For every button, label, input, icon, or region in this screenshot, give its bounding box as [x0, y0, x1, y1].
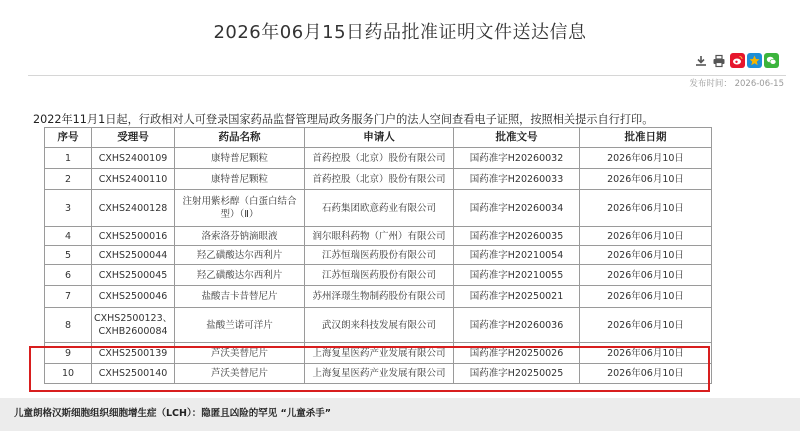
- cell-accept-no-line: CXHS2500123、: [94, 313, 173, 324]
- header-approval-date: 批准日期: [580, 128, 712, 148]
- share-toolbar: [694, 52, 781, 68]
- weibo-icon[interactable]: [730, 53, 745, 68]
- cell-accept-no: [92, 169, 175, 190]
- cell-accept-no-line: CXHS2500045: [98, 269, 168, 281]
- publish-date: 发布时间： 2026-06-15: [689, 79, 784, 89]
- cell-approval-date: 2026年06月10日: [580, 265, 712, 286]
- cell-accept-no: [92, 148, 175, 169]
- cell-approval-date: 2026年06月10日: [580, 308, 712, 343]
- caption-text: 儿童朗格汉斯细胞组织细胞增生症（LCH）：隐匿且凶险的罕见 “儿童杀手”: [14, 408, 332, 419]
- wechat-icon[interactable]: [764, 53, 779, 68]
- cell-approval-no: 国药准字H20210054: [454, 246, 580, 265]
- cell-drug-name-line: 康特普尼颗粒: [210, 173, 268, 185]
- cell-applicant: 石药集团欧意药业有限公司: [305, 190, 454, 227]
- cell-accept-no: [92, 190, 175, 227]
- cell-drug-name: [175, 169, 305, 190]
- header-no: 序号: [45, 128, 92, 148]
- cell-approval-date: 2026年06月10日: [580, 286, 712, 308]
- cell-drug-name: [175, 286, 305, 308]
- cell-no: 7: [45, 286, 92, 308]
- approval-table: [44, 127, 712, 384]
- cell-no: 2: [45, 169, 92, 190]
- cell-drug-name-line: 芦沃美替尼片: [210, 368, 268, 379]
- cell-applicant: 江苏恒瑞医药股份有限公司: [305, 265, 454, 286]
- cell-no: 1: [45, 148, 92, 169]
- cell-drug-name: [175, 190, 305, 227]
- cell-accept-no-line: CXHB2600084: [98, 326, 168, 337]
- cell-accept-no-line: CXHS2500139: [98, 347, 168, 359]
- notice-text: 2022年11月1日起，行政相对人可登录国家药品监督管理局政务服务门户的法人空间查看电子证照，按照相关提示自行打印。: [33, 113, 654, 126]
- table-row: [45, 265, 712, 286]
- cell-drug-name-line: 洛索洛芬钠滴眼液: [201, 230, 278, 242]
- cell-drug-name: [175, 246, 305, 265]
- cell-approval-no: 国药准字H20250021: [454, 286, 580, 308]
- cell-accept-no: [92, 286, 175, 308]
- page-title: 2026年06月15日药品批准证明文件送达信息: [213, 22, 587, 43]
- cell-no: 9: [45, 343, 92, 364]
- table-row: [45, 227, 712, 246]
- cell-drug-name-line: 型）（Ⅱ）: [220, 209, 259, 220]
- cell-approval-no: 国药准字H20210055: [454, 265, 580, 286]
- header-accept-no: 受理号: [92, 128, 175, 148]
- cell-applicant: 首药控股（北京）股份有限公司: [305, 148, 454, 169]
- cell-accept-no-line: CXHS2400110: [98, 173, 168, 185]
- table-row: [45, 190, 712, 227]
- cell-approval-date: 2026年06月10日: [580, 364, 712, 384]
- cell-approval-date: 2026年06月10日: [580, 246, 712, 265]
- table-row: [45, 308, 712, 343]
- cell-drug-name: [175, 265, 305, 286]
- cell-approval-no: 国药准字H20260036: [454, 308, 580, 343]
- cell-accept-no-line: CXHS2500044: [98, 249, 168, 261]
- cell-drug-name-line: 盐酸吉卡昔替尼片: [201, 291, 278, 302]
- cell-approval-no: 国药准字H20260034: [454, 190, 580, 227]
- table-row: [45, 364, 712, 384]
- header-drug-name: 药品名称: [175, 128, 305, 148]
- cell-drug-name-line: 盐酸兰诺可洋片: [206, 319, 273, 331]
- cell-approval-date: 2026年06月10日: [580, 227, 712, 246]
- cell-drug-name: [175, 308, 305, 343]
- cell-accept-no-line: CXHS2400128: [98, 202, 168, 214]
- header-approval-no: 批准文号: [454, 128, 580, 148]
- table-header-row: [45, 128, 712, 148]
- title-divider: [28, 75, 786, 76]
- cell-no: 8: [45, 308, 92, 343]
- cell-accept-no: [92, 246, 175, 265]
- cell-drug-name-line: 康特普尼颗粒: [210, 152, 268, 164]
- cell-accept-no: [92, 308, 175, 343]
- cell-approval-no: 国药准字H20260033: [454, 169, 580, 190]
- cell-drug-name: [175, 227, 305, 246]
- cell-drug-name: [175, 343, 305, 364]
- cell-approval-date: 2026年06月10日: [580, 169, 712, 190]
- cell-approval-no: 国药准字H20260032: [454, 148, 580, 169]
- qzone-icon[interactable]: [747, 53, 762, 68]
- cell-applicant: 苏州泽璟生物制药股份有限公司: [305, 286, 454, 308]
- cell-approval-date: 2026年06月10日: [580, 190, 712, 227]
- cell-drug-name: [175, 364, 305, 384]
- download-icon[interactable]: [694, 53, 708, 67]
- cell-approval-no: 国药准字H20250026: [454, 343, 580, 364]
- cell-accept-no-line: CXHS2500140: [98, 368, 168, 379]
- table-row: [45, 343, 712, 364]
- cell-drug-name: [175, 148, 305, 169]
- cell-approval-no: 国药准字H20260035: [454, 227, 580, 246]
- cell-no: 4: [45, 227, 92, 246]
- cell-approval-date: 2026年06月10日: [580, 148, 712, 169]
- table-row: [45, 148, 712, 169]
- cell-applicant: 润尔眼科药物（广州）有限公司: [305, 227, 454, 246]
- cell-no: 5: [45, 246, 92, 265]
- cell-accept-no-line: CXHS2500016: [98, 230, 168, 242]
- cell-drug-name-line: 羟乙磺酸达尔西利片: [196, 269, 283, 281]
- cell-applicant: 上海复星医药产业发展有限公司: [305, 364, 454, 384]
- cell-applicant: 首药控股（北京）股份有限公司: [305, 169, 454, 190]
- cell-drug-name-line: 羟乙磺酸达尔西利片: [196, 249, 283, 261]
- cell-approval-date: 2026年06月10日: [580, 343, 712, 364]
- print-icon[interactable]: [712, 53, 726, 67]
- cell-applicant: 上海复星医药产业发展有限公司: [305, 343, 454, 364]
- header-applicant: 申请人: [305, 128, 454, 148]
- table-row: [45, 169, 712, 190]
- cell-accept-no: [92, 265, 175, 286]
- cell-no: 3: [45, 190, 92, 227]
- cell-approval-no: 国药准字H20250025: [454, 364, 580, 384]
- cell-accept-no-line: CXHS2500046: [98, 291, 168, 302]
- cell-accept-no: [92, 227, 175, 246]
- cell-drug-name-line: 芦沃美替尼片: [210, 347, 268, 359]
- table-row: [45, 246, 712, 265]
- cell-no: 6: [45, 265, 92, 286]
- cell-no: 10: [45, 364, 92, 384]
- cell-applicant: 江苏恒瑞医药股份有限公司: [305, 246, 454, 265]
- cell-applicant: 武汉朗来科技发展有限公司: [305, 308, 454, 343]
- cell-accept-no-line: CXHS2400109: [98, 152, 168, 164]
- table-row: [45, 286, 712, 308]
- cell-accept-no: [92, 364, 175, 384]
- cell-accept-no: [92, 343, 175, 364]
- cell-drug-name-line: 注射用紫杉醇（白蛋白结合: [182, 196, 297, 207]
